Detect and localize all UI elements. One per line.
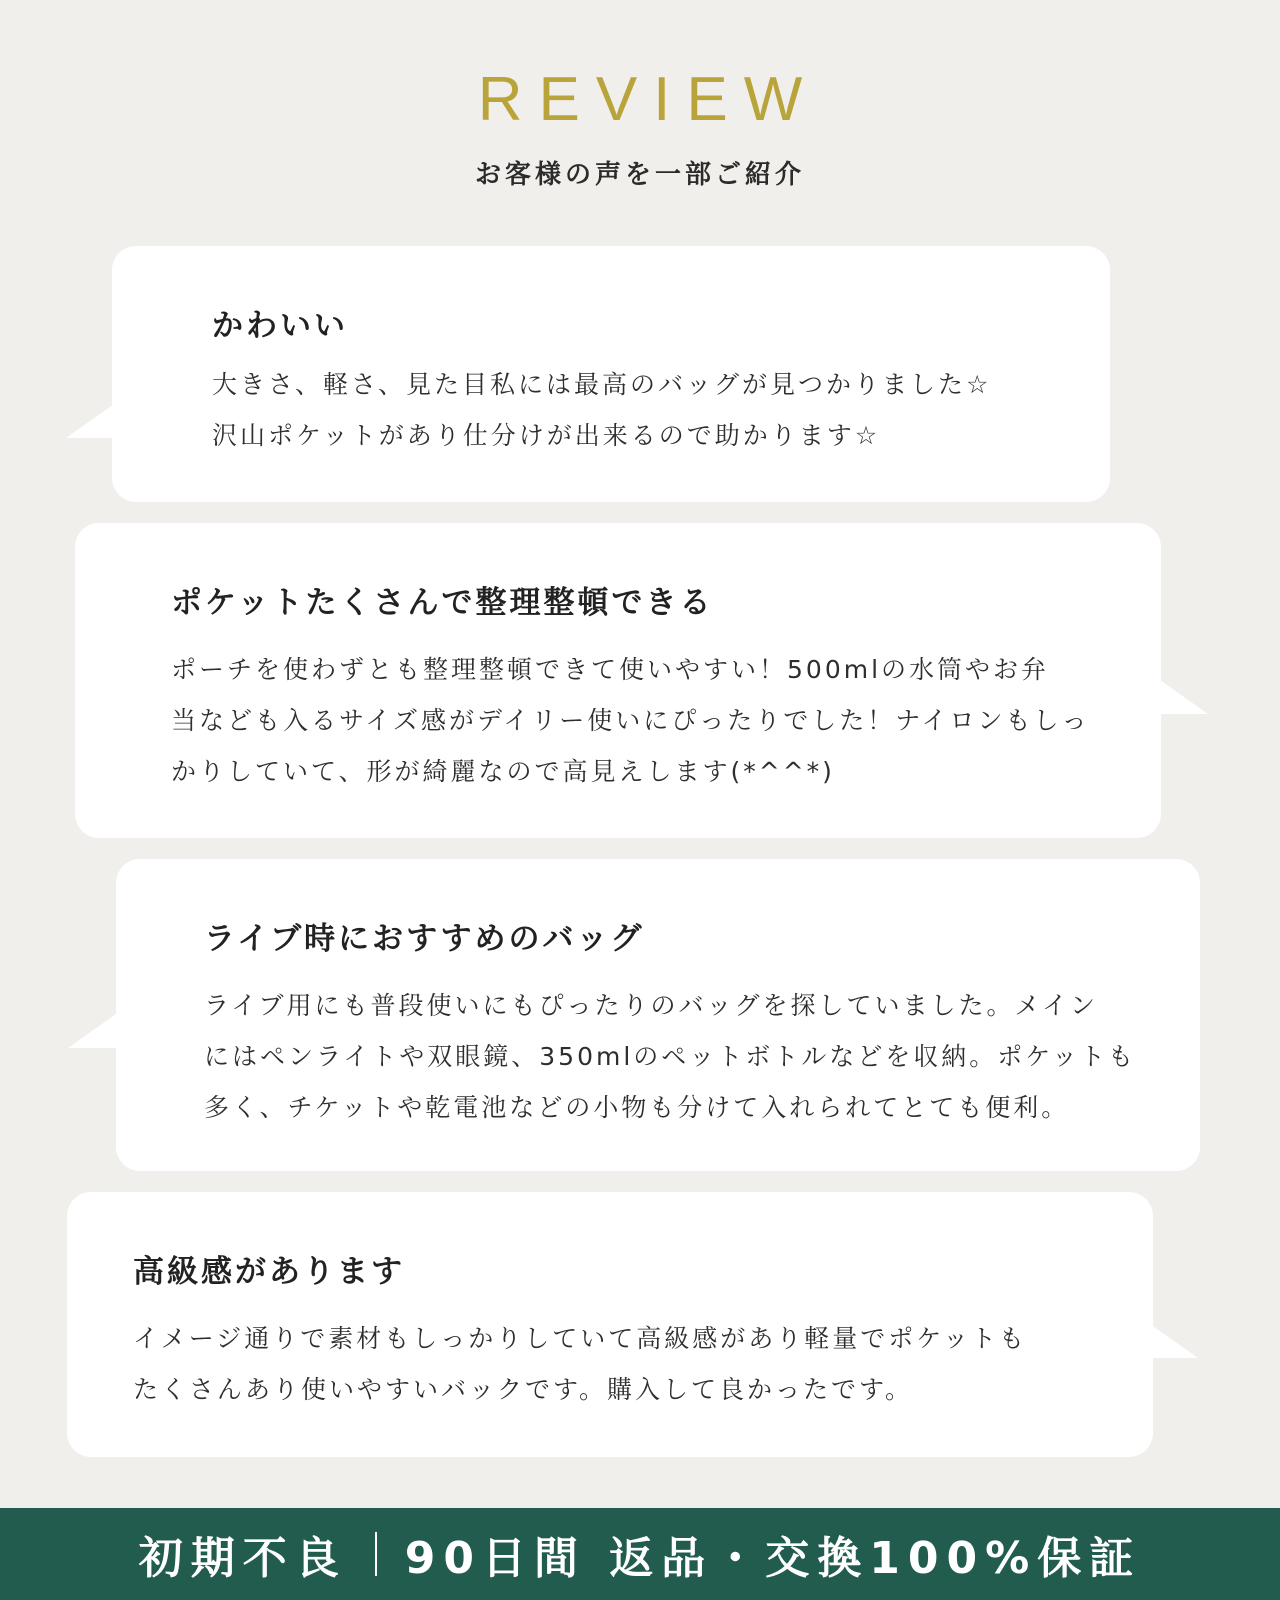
review-line: 多く、チケットや乾電池などの小物も分けて入れられてとても便利。 [204,1093,1070,1122]
review-body [212,359,1110,461]
review-line: 大きさ、軽さ、見た目私には最高のバッグが見つかりました☆ [212,370,992,399]
review-line: ライブ用にも普段使いにもぴったりのバッグを探していました。メイン [204,991,1099,1020]
review-heading: ポケットたくさんで整理整頓できる [171,585,714,621]
speech-bubble-tail [66,404,114,438]
review-card [67,1192,1153,1457]
review-card [75,523,1161,838]
review-heading: ライブ時におすすめのバッグ [204,921,645,957]
review-line: にはペンライトや双眼鏡、350mlのペットボトルなどを収納。ポケットも [204,1042,1137,1071]
review-body [204,980,1200,1133]
review-line: 当なども入るサイズ感がデイリー使いにぴったりでした！ナイロンもしっ [171,706,1090,735]
review-subtitle: お客様の声を一部ご紹介 [474,160,805,190]
guarantee-divider [375,1532,377,1576]
review-header [0,60,1280,191]
speech-bubble-tail [68,1014,116,1048]
speech-bubble-tail [1160,680,1208,714]
speech-bubble-tail [1150,1324,1198,1358]
guarantee-right-text: 90日間 返品・交換100%保証 [404,1533,1142,1584]
review-line: ポーチを使わずとも整理整頓できて使いやすい！500mlの水筒やお弁 [171,655,1050,684]
review-body [133,1313,1153,1415]
review-line: 沢山ポケットがあり仕分けが出来るので助かります☆ [212,421,881,450]
review-title: REVIEW [477,65,819,134]
review-line: イメージ通りで素材もしっかりしていて高級感があり軽量でポケットも [133,1324,1028,1353]
review-body [171,644,1161,797]
review-card [112,246,1110,502]
guarantee-left-text: 初期不良 [138,1533,347,1584]
review-line: かりしていて、形が綺麗なので高見えします(*^^*) [171,757,835,786]
review-heading: かわいい [212,308,348,344]
review-card [116,859,1200,1171]
guarantee-banner [0,1508,1280,1600]
review-heading: 高級感があります [133,1254,405,1290]
review-line: たくさんあり使いやすいバックです。購入して良かったです。 [133,1375,914,1404]
